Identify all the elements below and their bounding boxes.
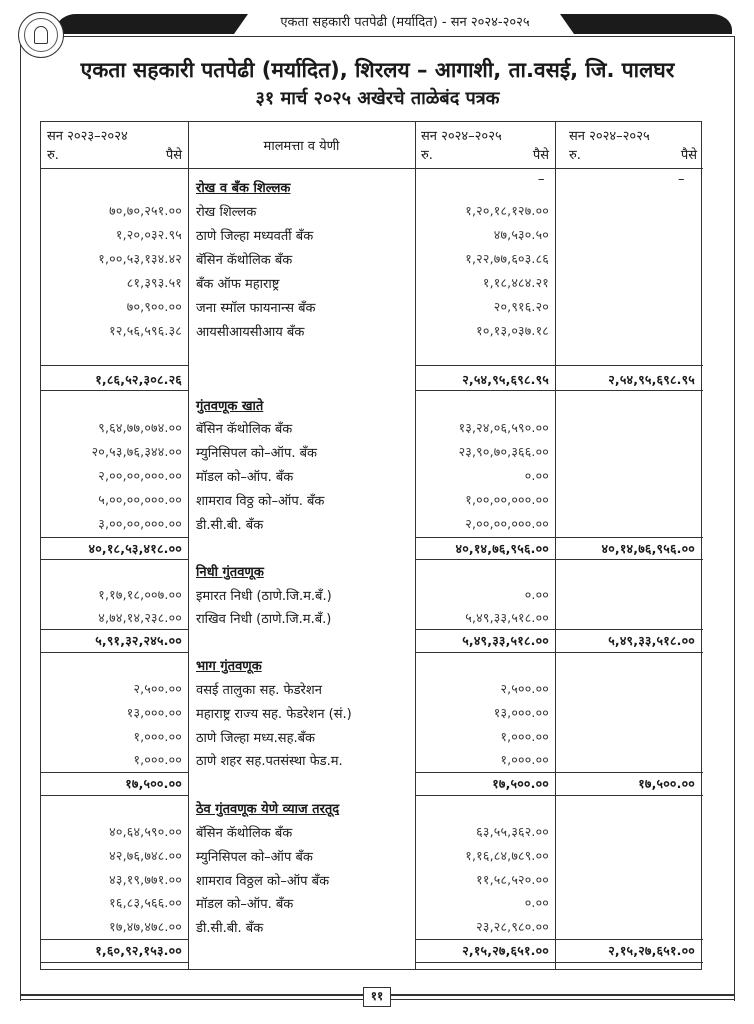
curr-amount: १,००,००,०००.०० — [465, 492, 549, 507]
header-prev-year-title: सन २०२३–२०२४ — [47, 129, 128, 144]
balance-sheet-table — [40, 121, 702, 970]
prev-amount: १,००,५३,१३४.४२ — [98, 251, 182, 266]
prev-amount: १,१७,१८,००७.०० — [98, 587, 182, 602]
prev-amount: २,००,००,०००.०० — [98, 468, 182, 483]
prev-amount: १,०००.०० — [133, 752, 182, 767]
header-curr-total-paise: पैसे — [680, 148, 697, 163]
prev-amount: ७०,९००.०० — [126, 299, 182, 314]
row-label: राखिव निधी (ठाणे.जि.म.बँ.) — [196, 612, 332, 627]
header-banner-left — [56, 14, 234, 34]
header-curr-detail-paise: पैसे — [532, 148, 549, 163]
header-curr-year-total — [555, 122, 703, 168]
curr-amount: १३,२४,०६,५९०.०० — [458, 420, 549, 435]
curr-amount: १,१८,४८४.२१ — [482, 275, 549, 290]
row-label: मॉडल को–ऑप. बँक — [196, 470, 294, 485]
row-label: ठाणे जिल्हा मध्य.सह.बँक — [196, 731, 316, 746]
prev-amount: ८१,३९३.५१ — [126, 275, 182, 290]
total-right: २,१५,२७,६५१.०० — [608, 943, 695, 958]
row-label: शामराव विठ्ठल को–ऑप बँक — [196, 874, 330, 889]
total-prev: ५,९१,३२,२४५.०० — [95, 633, 182, 648]
row-label: वसई तालुका सह. फेडरेशन — [196, 683, 322, 698]
prev-amount: ४२,७६,७४८.०० — [109, 848, 182, 863]
total-prev: १,६०,९२,१५३.०० — [95, 943, 182, 958]
total-right: १७,५००.०० — [638, 776, 695, 791]
logo-emblem — [24, 18, 58, 52]
heading-dash: – — [538, 172, 545, 187]
total-right: ५,४९,३३,५१८.०० — [608, 633, 695, 648]
total-rule — [415, 559, 703, 560]
section-heading-cash-bank: रोख व बँक शिल्लक — [196, 181, 291, 196]
column-divider — [188, 122, 189, 969]
total-rule — [41, 365, 188, 366]
row-label: म्युनिसिपल को–ऑप. बँक — [196, 446, 318, 461]
curr-amount: ०.०० — [524, 587, 549, 602]
header-banner-text: एकता सहकारी पतपेढी (मर्यादित) - सन २०२४-२०२५ — [280, 15, 530, 30]
header-curr-year-detail — [415, 122, 555, 168]
total-rule — [41, 652, 188, 653]
section-heading-fund-investments: निधी गुंतवणूक — [196, 565, 264, 580]
row-label: जना स्मॉल फायनान्स बँक — [196, 301, 316, 316]
header-divider — [41, 168, 703, 169]
header-particulars: मालमत्ता व येणी — [263, 139, 340, 154]
page-subtitle: ३१ मार्च २०२५ अखेरचे ताळेबंद पत्रक — [255, 88, 500, 109]
page-number: ११ — [363, 987, 391, 1007]
prev-amount: १,०००.०० — [133, 729, 182, 744]
section-heading-interest-provision: ठेव गुंतवणूक येणे व्याज तरतूद — [196, 802, 340, 817]
total-rule — [415, 962, 703, 963]
header-banner-right — [574, 14, 732, 34]
row-label: डी.सी.बी. बँक — [196, 921, 264, 936]
total-rule — [41, 390, 188, 391]
row-label: डी.सी.बी. बँक — [196, 518, 264, 533]
header-curr-total-rs: रु. — [569, 148, 581, 163]
row-label: ठाणे जिल्हा मध्यवर्ती बँक — [196, 229, 314, 244]
header-prev-year — [41, 122, 188, 168]
section-heading-share-investments: भाग गुंतवणूक — [196, 659, 262, 674]
header-curr-detail-title: सन २०२४–२०२५ — [421, 129, 502, 144]
prev-amount: ४०,६४,५९०.०० — [109, 824, 182, 839]
row-label: महाराष्ट्र राज्य सह. फेडरेशन (सं.) — [196, 707, 352, 722]
logo-lamp-icon — [34, 26, 48, 44]
header-prev-year-paise: पैसे — [165, 148, 182, 163]
total-rule — [415, 390, 703, 391]
prev-amount: ५,००,००,०००.०० — [98, 492, 182, 507]
prev-amount: ९,६४,७७,०७४.०० — [98, 420, 182, 435]
curr-amount: २,००,००,०००.०० — [465, 516, 549, 531]
curr-amount: ४७,५३०.५० — [493, 227, 549, 242]
total-right: ४०,१४,७६,९५६.०० — [601, 541, 695, 556]
curr-amount: ५,४९,३३,५१८.०० — [465, 610, 549, 625]
row-label: मॉडल को–ऑप. बँक — [196, 897, 294, 912]
total-curr: ५,४९,३३,५१८.०० — [462, 633, 549, 648]
prev-amount: ७०,७०,२५१.०० — [109, 203, 182, 218]
prev-amount: ४३,१९,७७१.०० — [109, 872, 182, 887]
prev-amount: २,५००.०० — [133, 681, 182, 696]
row-label: म्युनिसिपल को–ऑप बँक — [196, 850, 313, 865]
header-curr-total-title: सन २०२४–२०२५ — [569, 129, 650, 144]
total-curr: २,५४,९५,६९८.९५ — [462, 372, 549, 387]
total-rule — [415, 795, 703, 796]
curr-amount: १०,१३,०३७.१८ — [476, 323, 549, 338]
curr-amount: ०.०० — [524, 468, 549, 483]
curr-amount: ०.०० — [524, 895, 549, 910]
total-rule — [41, 559, 188, 560]
total-rule — [41, 537, 188, 538]
curr-amount: २३,२८,९८०.०० — [476, 919, 549, 934]
row-label: बॅसिन कॅथोलिक बँक — [196, 422, 293, 437]
column-divider — [555, 122, 556, 969]
total-rule — [41, 962, 188, 963]
curr-amount: १३,०००.०० — [493, 705, 549, 720]
total-rule — [41, 772, 188, 773]
curr-amount: १,०००.०० — [500, 729, 549, 744]
curr-amount: १,२२,७७,६०३.८६ — [465, 251, 549, 266]
heading-dash: – — [678, 172, 685, 187]
curr-amount: २०,९१६.२० — [493, 299, 549, 314]
prev-amount: ४,७४,१४,२३८.०० — [98, 610, 182, 625]
row-label: रोख शिल्लक — [196, 205, 257, 220]
total-curr: ४०,१४,७६,९५६.०० — [455, 541, 549, 556]
curr-amount: १,२०,१८,१२७.०० — [465, 203, 549, 218]
header-curr-detail-rs: रु. — [421, 148, 433, 163]
section-heading-investments: गुंतवणूक खाते — [196, 399, 264, 414]
prev-amount: १२,५६,५९६.३८ — [109, 323, 182, 338]
row-label: बॅसिन कॅथोलिक बँक — [196, 253, 293, 268]
prev-amount: २०,५३,७६,३४४.०० — [91, 444, 182, 459]
total-curr: २,१५,२७,६५१.०० — [462, 943, 549, 958]
total-rule — [415, 365, 703, 366]
total-rule — [41, 795, 188, 796]
row-label: आयसीआयसीआय बँक — [196, 325, 305, 340]
total-curr: १७,५००.०० — [492, 776, 549, 791]
total-rule — [415, 652, 703, 653]
total-prev: १७,५००.०० — [125, 776, 182, 791]
curr-amount: ११,५८,५२०.०० — [476, 872, 549, 887]
total-rule — [415, 629, 703, 630]
total-right: २,५४,९५,६९८.९५ — [608, 372, 695, 387]
page-title: एकता सहकारी पतपेढी (मर्यादित), शिरलय – आगाशी, ता.वसई, जि. पालघर — [80, 58, 675, 82]
curr-amount: १,०००.०० — [500, 752, 549, 767]
total-rule — [415, 537, 703, 538]
row-label: बँक ऑफ महाराष्ट्र — [196, 277, 280, 292]
total-prev: ४०,१८,५३,४१८.०० — [88, 541, 182, 556]
curr-amount: १,१६,८४,७८९.०० — [465, 848, 549, 863]
curr-amount: २३,९०,७०,३६६.०० — [458, 444, 549, 459]
header-prev-year-rs: रु. — [47, 148, 59, 163]
prev-amount: ३,००,००,०००.०० — [98, 516, 182, 531]
prev-amount: १६,८३,५६६.०० — [109, 895, 182, 910]
column-divider — [415, 122, 416, 969]
prev-amount: १७,४७,४७८.०० — [109, 919, 182, 934]
society-logo-icon — [18, 12, 64, 58]
total-rule — [41, 939, 188, 940]
row-label: बॅसिन कॅथोलिक बँक — [196, 826, 293, 841]
row-label: इमारत निधी (ठाणे.जि.म.बँ.) — [196, 589, 332, 604]
total-rule — [41, 629, 188, 630]
row-label: शामराव विठ्ठ को–ऑप. बँक — [196, 494, 325, 509]
total-rule — [415, 772, 703, 773]
total-rule — [415, 939, 703, 940]
row-label: ठाणे शहर सह.पतसंस्था फेड.म. — [196, 754, 343, 769]
total-prev: १,८६,५२,३०८.२६ — [95, 372, 182, 387]
curr-amount: ६३,५५,३६२.०० — [476, 824, 549, 839]
prev-amount: १,२०,०३२.९५ — [115, 227, 182, 242]
curr-amount: २,५००.०० — [500, 681, 549, 696]
prev-amount: १३,०००.०० — [126, 705, 182, 720]
